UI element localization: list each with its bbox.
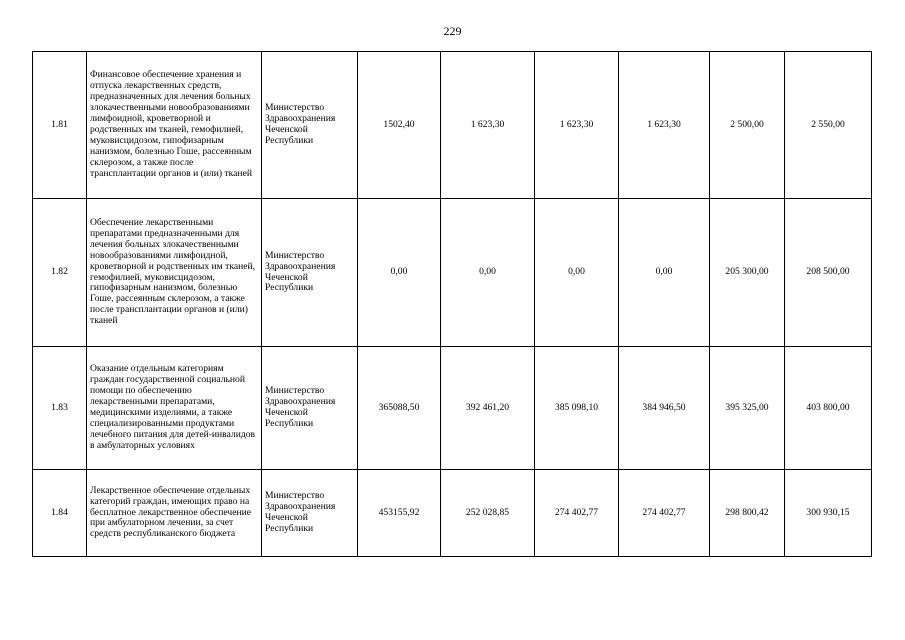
budget-table bbox=[32, 51, 872, 557]
row-value: 0,00 bbox=[441, 199, 535, 347]
row-value: 385 098,10 bbox=[535, 347, 619, 470]
row-value: 453155,92 bbox=[358, 470, 441, 557]
row-value: 395 325,00 bbox=[710, 347, 785, 470]
row-value: 205 300,00 bbox=[710, 199, 785, 347]
table-row bbox=[33, 199, 872, 347]
row-value: 0,00 bbox=[358, 199, 441, 347]
row-value: 298 800,42 bbox=[710, 470, 785, 557]
row-number: 1.82 bbox=[33, 199, 87, 347]
row-organization: Министерство Здравоохранения Чеченской Республики bbox=[262, 347, 358, 470]
row-value: 1 623,30 bbox=[619, 52, 710, 199]
page-number: 229 bbox=[443, 24, 462, 38]
row-organization: Министерство Здравоохранения Чеченской Республики bbox=[262, 52, 358, 199]
row-number: 1.83 bbox=[33, 347, 87, 470]
row-value: 300 930,15 bbox=[785, 470, 872, 557]
row-value: 1 623,30 bbox=[535, 52, 619, 199]
row-value: 403 800,00 bbox=[785, 347, 872, 470]
row-value: 2 500,00 bbox=[710, 52, 785, 199]
row-value: 365088,50 bbox=[358, 347, 441, 470]
row-value: 2 550,00 bbox=[785, 52, 872, 199]
row-value: 0,00 bbox=[535, 199, 619, 347]
row-value: 252 028,85 bbox=[441, 470, 535, 557]
row-value: 274 402,77 bbox=[619, 470, 710, 557]
row-description: Оказание отдельным категориям граждан государственной социальной помощи по обеспечению лекарственными препаратами, медицинскими изделиями, а также специализированными продуктами лечебного питания для детей-инвалидов в амбулаторных условиях bbox=[87, 347, 262, 470]
row-description: Лекарственное обеспечение отдельных категорий граждан, имеющих право на бесплатное лекарственное обеспечение при амбулаторном лечении, за счет средств республиканского бюджета bbox=[87, 470, 262, 557]
row-description: Финансовое обеспечение хранения и отпуска лекарственных средств, предназначенных для лечения больных злокачественными новообразованиями лимфоидной, кроветворной и родственных им тканей, гемофилией, муковисцидозом, гипофизарным нанизмом, болезнью Гоше, рассеянным склерозом, а также после трансплантации органов и (или) тканей bbox=[87, 52, 262, 199]
row-value: 384 946,50 bbox=[619, 347, 710, 470]
row-value: 1502,40 bbox=[358, 52, 441, 199]
row-value: 1 623,30 bbox=[441, 52, 535, 199]
row-value: 274 402,77 bbox=[535, 470, 619, 557]
row-value: 0,00 bbox=[619, 199, 710, 347]
table-row bbox=[33, 347, 872, 470]
row-description: Обеспечение лекарственными препаратами предназначенными для лечения больных злокачественными новообразованиями лимфоидной, кроветворной и родственных им тканей, гемофилией, муковисцидозом, гипофизарным нанизмом, болезнью Гоше, рассеянным склерозом, а также после трансплантации органов и (или) тканей bbox=[87, 199, 262, 347]
row-organization: Министерство Здравоохранения Чеченской Республики bbox=[262, 470, 358, 557]
table-row bbox=[33, 470, 872, 557]
table-row bbox=[33, 52, 872, 199]
row-organization: Министерство Здравоохранения Чеченской Республики bbox=[262, 199, 358, 347]
row-value: 208 500,00 bbox=[785, 199, 872, 347]
row-number: 1.81 bbox=[33, 52, 87, 199]
row-number: 1.84 bbox=[33, 470, 87, 557]
row-value: 392 461,20 bbox=[441, 347, 535, 470]
